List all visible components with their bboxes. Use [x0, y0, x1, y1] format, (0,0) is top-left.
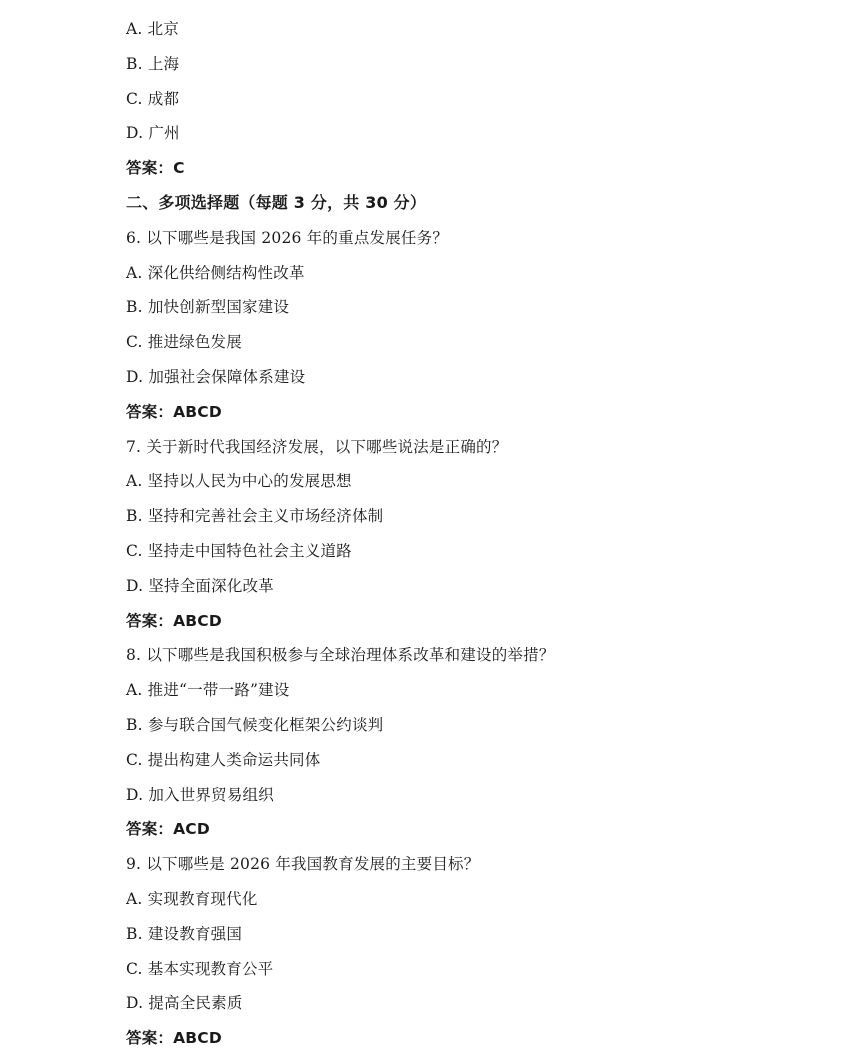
option-line: B. 加快创新型国家建设 [126, 298, 290, 317]
answer-line: 答案：ACD [126, 820, 210, 839]
option-line: C. 提出构建人类命运共同体 [126, 750, 321, 769]
option-line: C. 基本实现教育公平 [126, 959, 274, 978]
option-line: D. 加入世界贸易组织 [126, 785, 274, 804]
answer-line: 答案：ABCD [126, 1029, 222, 1048]
answer-line: 答案：C [126, 159, 185, 178]
section-heading: 二、多项选择题（每题 3 分，共 30 分） [126, 192, 427, 212]
option-line: A. 推进“一带一路”建设 [126, 681, 290, 700]
option-line: D. 提高全民素质 [126, 994, 243, 1013]
option-line: B. 建设教育强国 [126, 924, 243, 943]
question-line: 8. 以下哪些是我国积极参与全球治理体系改革和建设的举措？ [126, 646, 555, 665]
option-line: A. 深化供给侧结构性改革 [126, 263, 305, 282]
question-line: 7. 关于新时代我国经济发展，以下哪些说法是正确的？ [126, 437, 508, 456]
question-line: 6. 以下哪些是我国 2026 年的重点发展任务？ [126, 228, 449, 247]
option-line: C. 推进绿色发展 [126, 333, 242, 352]
question-line: 9. 以下哪些是 2026 年我国教育发展的主要目标？ [126, 855, 480, 874]
option-line: D. 广州 [126, 124, 180, 143]
answer-line: 答案：ABCD [126, 402, 222, 421]
option-line: A. 实现教育现代化 [126, 889, 258, 908]
option-line: D. 加强社会保障体系建设 [126, 367, 306, 386]
option-line: B. 坚持和完善社会主义市场经济体制 [126, 507, 384, 526]
option-line: C. 坚持走中国特色社会主义道路 [126, 541, 352, 560]
option-line: A. 坚持以人民为中心的发展思想 [126, 472, 352, 491]
option-line: B. 参与联合国气候变化框架公约谈判 [126, 715, 384, 734]
answer-line: 答案：ABCD [126, 611, 222, 630]
option-line: D. 坚持全面深化改革 [126, 576, 274, 595]
document-page [126, 12, 827, 1056]
option-line: A. 北京 [126, 20, 180, 38]
option-line: B. 上海 [126, 54, 180, 73]
option-line: C. 成都 [126, 89, 180, 108]
